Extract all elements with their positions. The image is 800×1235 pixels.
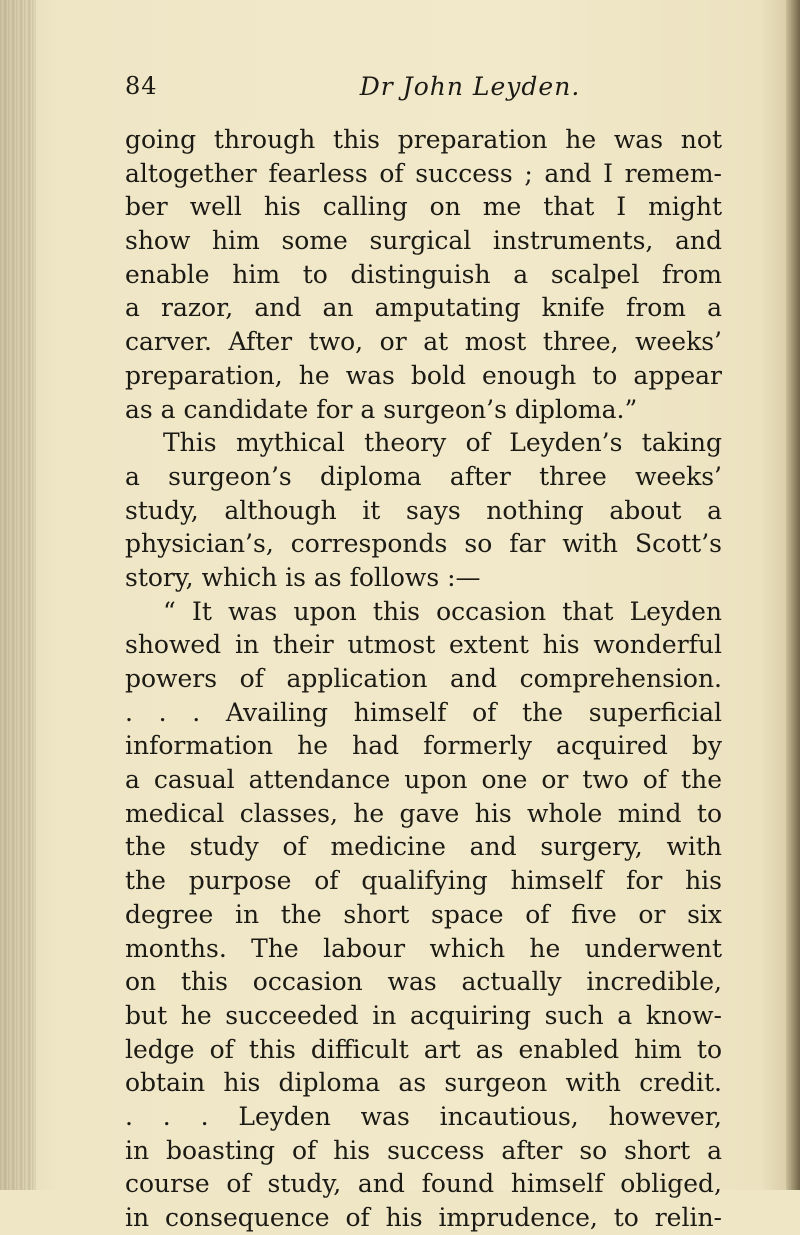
text-line: going through this preparation he was not (125, 125, 722, 154)
text-line: on this occasion was actually incredible, (125, 967, 722, 997)
text-line: show him some surgical instruments, and (125, 226, 722, 256)
text-line: enable him to distinguish a scalpel from (125, 259, 722, 289)
text-line: a casual attendance upon one or two of the (125, 765, 722, 795)
binding-gutter (0, 0, 36, 1190)
body-text (125, 123, 722, 1235)
text-line: showed in their utmost extent his wonderful (125, 630, 722, 660)
text-line: altogether fearless of success ; and I remem- (125, 158, 722, 188)
text-line: medical classes, he gave his whole mind to (125, 798, 722, 828)
text-line: preparation, he was bold enough to appear (125, 360, 722, 390)
text-line: “ It was upon this occasion that Leyden (163, 596, 722, 626)
text-line: story, which is as follows :— (125, 562, 481, 592)
page-edge (786, 0, 800, 1190)
text-line: . . . Leyden was incautious, however, (125, 1101, 722, 1131)
text-line: powers of application and comprehension. (125, 664, 722, 693)
page-number: 84 (125, 72, 158, 100)
text-line: physician’s, corresponds so far with Scott’s (125, 529, 722, 559)
text-line: a surgeon’s diploma after three weeks’ (125, 461, 722, 491)
text-line: the purpose of qualifying himself for his (125, 866, 722, 896)
text-line: study, although it says nothing about a (125, 495, 722, 525)
text-line: as a candidate for a surgeon’s diploma.” (125, 394, 638, 424)
text-line: but he succeeded in acquiring such a know- (125, 1000, 722, 1030)
text-line: the study of medicine and surgery, with (125, 832, 722, 862)
text-line: . . . Availing himself of the superficial (125, 697, 722, 727)
text-line: ber well his calling on me that I might (125, 192, 722, 222)
text-line: degree in the short space of five or six (125, 899, 722, 929)
text-line: carver. After two, or at most three, weeks’ (125, 327, 722, 357)
running-head (125, 72, 695, 106)
text-line: course of study, and found himself obliged, (125, 1169, 722, 1199)
text-line: information he had formerly acquired by (125, 731, 722, 761)
text-line: months. The labour which he underwent (125, 933, 722, 963)
text-line: a razor, and an amputating knife from a (125, 293, 722, 323)
text-line: obtain his diploma as surgeon with credit. (125, 1068, 722, 1098)
text-line: in consequence of his imprudence, to relin- (125, 1203, 722, 1232)
text-line: in boasting of his success after so short a (125, 1135, 722, 1165)
text-line: This mythical theory of Leyden’s taking (163, 428, 722, 458)
running-title: Dr John Leyden. (359, 72, 581, 101)
text-line: ledge of this difficult art as enabled him to (125, 1034, 722, 1064)
